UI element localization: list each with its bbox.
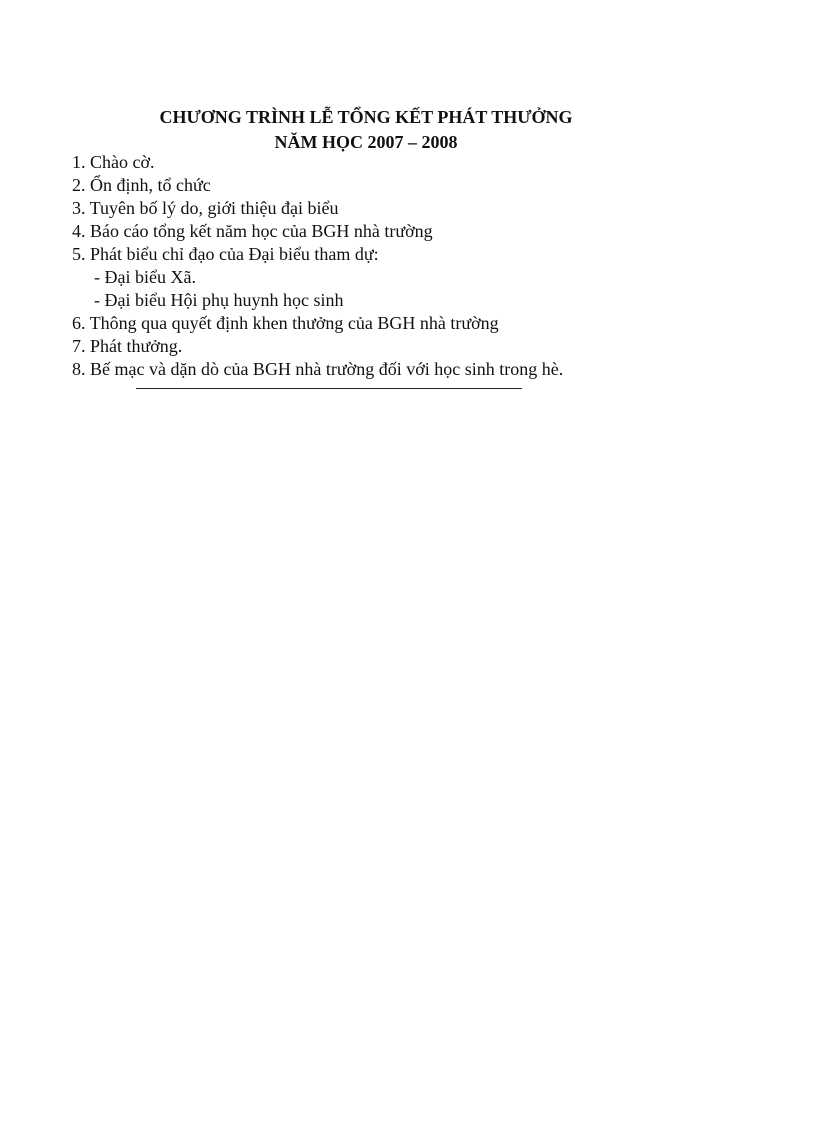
agenda-list bbox=[72, 151, 712, 381]
agenda-item-7: 7. Phát thưởng. bbox=[72, 336, 183, 356]
agenda-subitem-commune-delegate: - Đại biểu Xã. bbox=[94, 267, 196, 287]
agenda-item-8: 8. Bế mạc và dặn dò của BGH nhà trường đối với học sinh trong hè. bbox=[72, 359, 564, 379]
document-title: CHƯƠNG TRÌNH LỄ TỔNG KẾT PHÁT THƯỞNG bbox=[159, 107, 573, 127]
agenda-item-1: 1. Chào cờ. bbox=[72, 152, 155, 172]
agenda-item-4: 4. Báo cáo tổng kết năm học của BGH nhà trường bbox=[72, 221, 433, 241]
agenda-item-6: 6. Thông qua quyết định khen thưởng của BGH nhà trường bbox=[72, 313, 499, 333]
agenda-item-2: 2. Ổn định, tổ chức bbox=[72, 175, 211, 195]
document-subtitle: NĂM HỌC 2007 – 2008 bbox=[274, 132, 458, 152]
agenda-item-3: 3. Tuyên bố lý do, giới thiệu đại biểu bbox=[72, 198, 339, 218]
agenda-item-5: 5. Phát biểu chỉ đạo của Đại biểu tham dự: bbox=[72, 244, 379, 264]
closing-divider bbox=[136, 388, 522, 389]
agenda-subitem-parents-association-delegate: - Đại biểu Hội phụ huynh học sinh bbox=[94, 290, 344, 310]
